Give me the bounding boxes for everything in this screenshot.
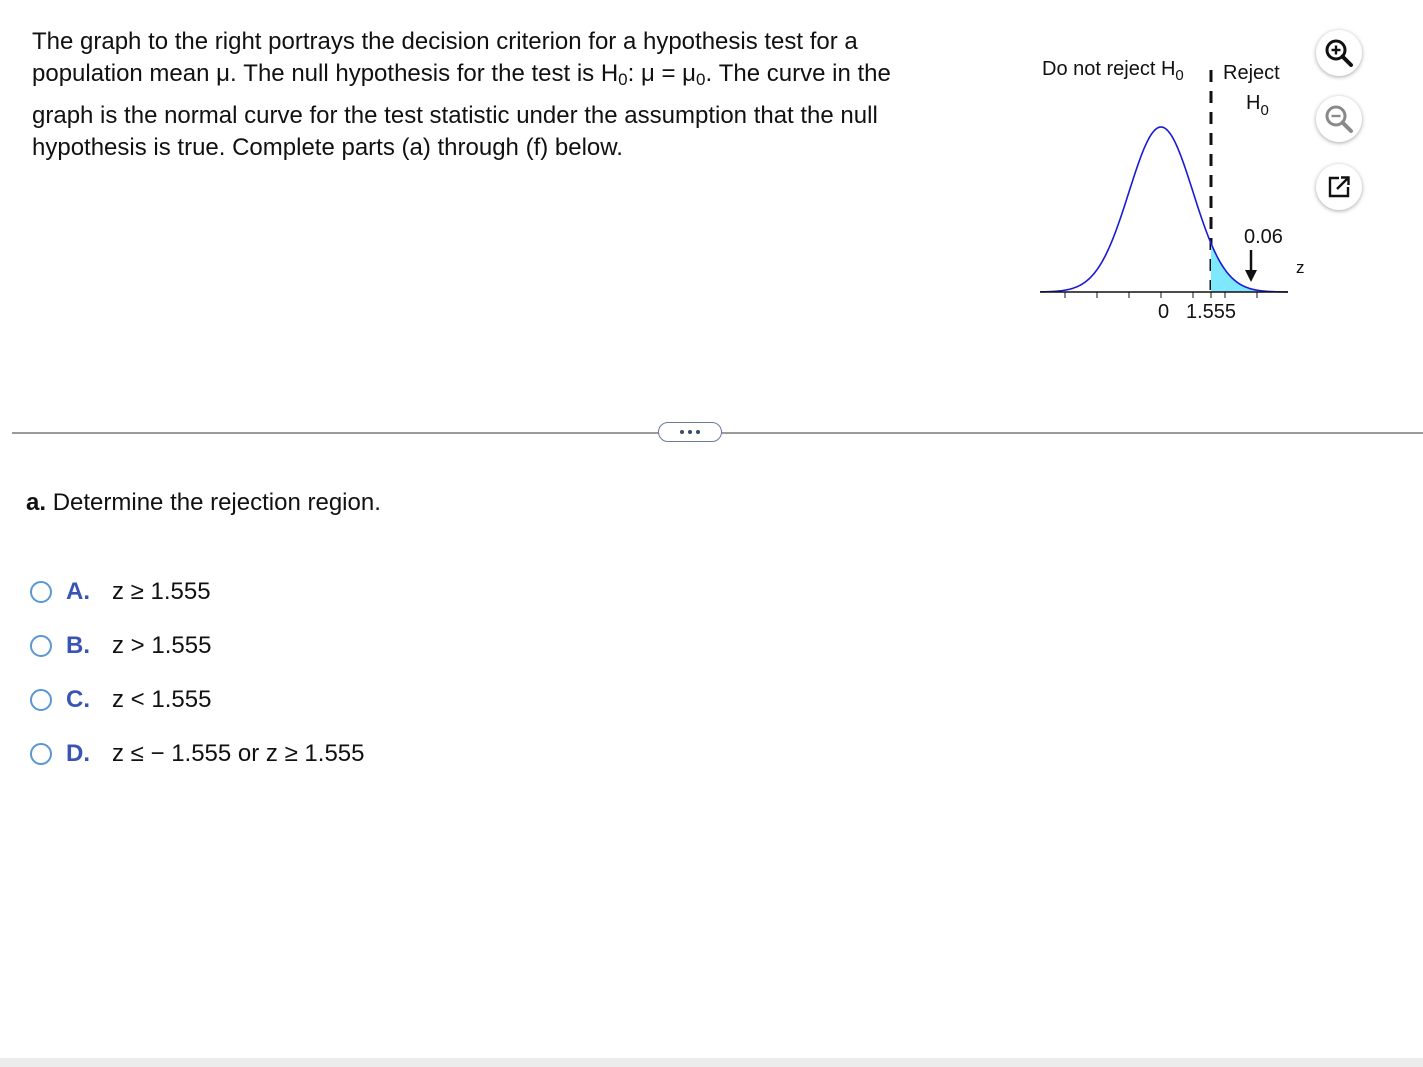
tail-area-label: 0.06: [1244, 226, 1283, 248]
ellipsis-dot: [696, 430, 700, 434]
reject-h-label: $H_0$: [1246, 92, 1269, 119]
radio-button[interactable]: [30, 743, 52, 765]
reject-label: Reject: [1223, 62, 1280, 84]
radio-button[interactable]: [30, 581, 52, 603]
option-letter: D.: [66, 740, 90, 767]
intro-line-1: The graph to the right portrays the decision criterion for a hypothesis test for a: [32, 28, 858, 55]
intro-line-2-part-c: . The curve in the: [705, 60, 891, 87]
part-a-question: [26, 489, 381, 517]
axis-variable-label: z: [1296, 258, 1305, 277]
answer-options: [30, 565, 365, 781]
radio-button[interactable]: [30, 635, 52, 657]
tick-label-critical: 1.555: [1186, 301, 1237, 323]
h0-subscript: 0: [618, 70, 628, 89]
option-text: z ≤ − 1.555 or z ≥ 1.555: [112, 740, 365, 767]
option-text: z > 1.555: [112, 632, 212, 659]
intro-line-2-part-a: population mean μ. The null hypothesis for the test is H: [32, 60, 619, 87]
intro-line-2-part-b: : μ = μ: [627, 60, 696, 87]
intro-line-2: [32, 58, 992, 90]
ellipsis-dot: [688, 430, 692, 434]
zoom-in-button[interactable]: [1316, 30, 1362, 76]
zoom-out-icon: [1323, 103, 1355, 135]
mu0-subscript: 0: [695, 70, 706, 89]
intro-line-4: hypothesis is true. Complete parts (a) through (f) below.: [32, 134, 623, 161]
option-a[interactable]: [30, 565, 365, 619]
rejection-tail-shading: [1211, 243, 1288, 292]
footer-bar: [0, 1058, 1423, 1067]
normal-curve-graph: [1030, 40, 1310, 340]
popout-button[interactable]: [1316, 164, 1362, 210]
part-a-label: a.: [26, 489, 47, 516]
option-d[interactable]: [30, 727, 365, 781]
tail-arrow-head: [1245, 270, 1257, 282]
ellipsis-dot: [680, 430, 684, 434]
zoom-out-button[interactable]: [1316, 96, 1362, 142]
option-b[interactable]: [30, 619, 365, 673]
part-a-text: Determine the rejection region.: [52, 489, 381, 516]
option-letter: B.: [66, 632, 90, 659]
popout-icon: [1325, 173, 1353, 201]
option-letter: C.: [66, 686, 90, 713]
expand-more-button[interactable]: [658, 422, 722, 442]
do-not-reject-label: Do not reject $H_0$: [1042, 58, 1184, 84]
problem-statement: [32, 26, 992, 164]
option-c[interactable]: [30, 673, 365, 727]
tick-label-zero: 0: [1158, 301, 1170, 323]
option-letter: A.: [66, 578, 90, 605]
zoom-in-icon: [1323, 37, 1355, 69]
option-text: z ≥ 1.555: [112, 578, 211, 605]
option-text: z < 1.555: [112, 686, 212, 713]
radio-button[interactable]: [30, 689, 52, 711]
axis-ticks: [1065, 292, 1257, 298]
intro-line-3: graph is the normal curve for the test statistic under the assumption that the null: [32, 102, 878, 129]
